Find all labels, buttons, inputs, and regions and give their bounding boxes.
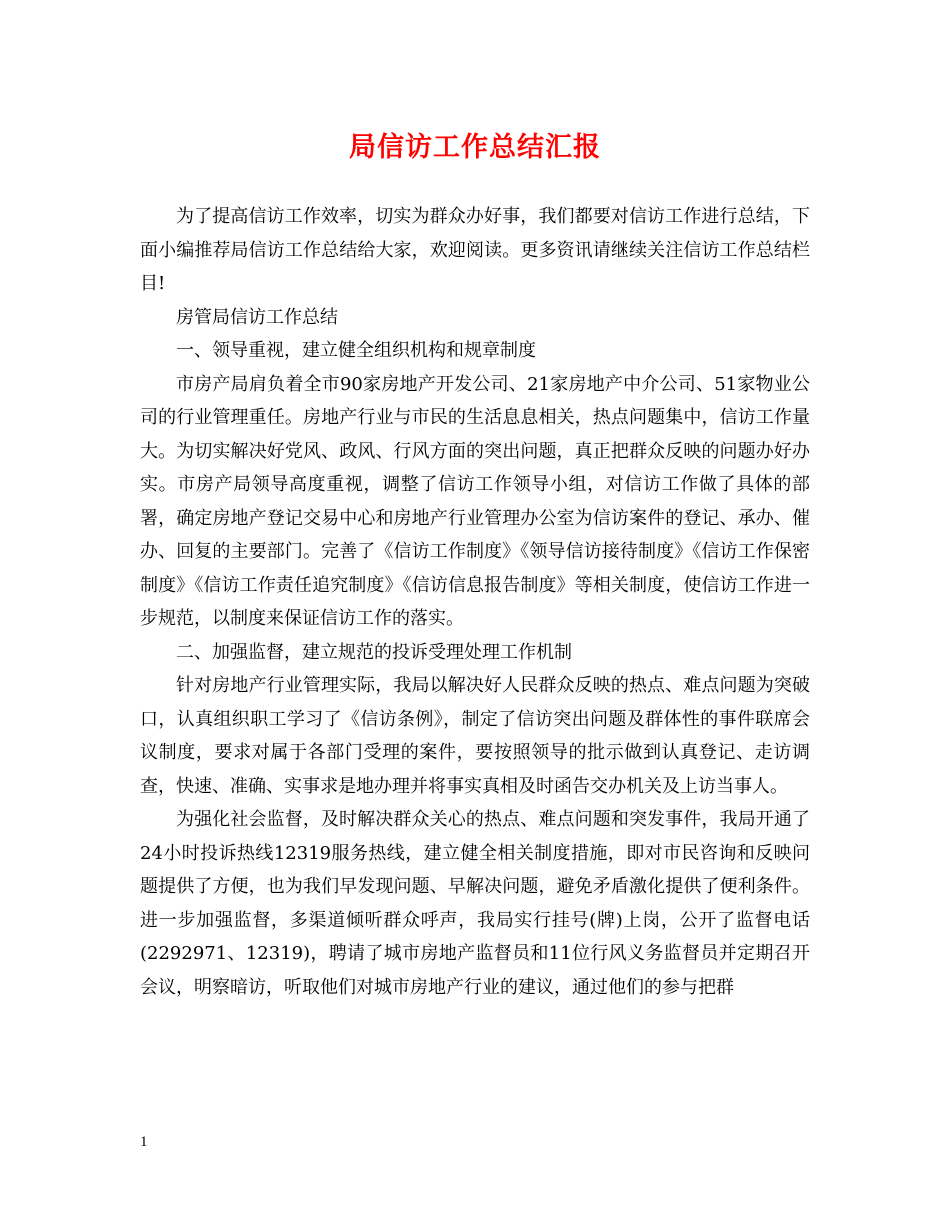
subsection-heading-1: 一、领导重视，建立健全组织机构和规章制度 (176, 340, 536, 361)
document-body (140, 200, 810, 1004)
subsection-heading-2: 二、加强监督，建立规范的投诉受理处理工作机制 (176, 641, 572, 663)
intro-paragraph: 为了提高信访工作效率，切实为群众办好事，我们都要对信访工作进行总结，下面小编推荐局信访工作总结给大家，欢迎阅读。更多资讯请继续关注信访工作总结栏目! (140, 206, 810, 294)
section-heading: 房管局信访工作总结 (176, 306, 338, 328)
body-paragraph: 针对房地产行业管理实际，我局以解决好人民群众反映的热点、难点问题为突破口，认真组织职工学习了《信访条例》，制定了信访突出问题及群体性的事件联席会议制度，要求对属于各部门受理的案件，要按照领导的批示做到认真登记、走访调查，快速、准确、实事求是地办理并将事实真相及时函告交办机关及上访当事人。 (140, 675, 810, 797)
page-number: 1 (140, 1134, 148, 1150)
body-paragraph: 为强化社会监督，及时解决群众关心的热点、难点问题和突发事件，我局开通了24小时投诉热线12319服务热线，建立健全相关制度措施，即对市民咨询和反映问题提供了方便，也为我们早发现问题、早解决问题，避免矛盾激化提供了便利条件。进一步加强监督，多渠道倾听群众呼声，我局实行挂号(牌)上岗，公开了监督电话(2292971、12319)，聘请了城市房地产监督员和11位行风义务监督员并定期召开会议，明察暗访，听取他们对城市房地产行业的建议，通过他们的参与把群 (140, 809, 810, 998)
body-paragraph: 市房产局肩负着全市90家房地产开发公司、21家房地产中介公司、51家物业公司的行业管理重任。房地产行业与市民的生活息息相关，热点问题集中，信访工作量大。为切实解决好党风、政风、行风方面的突出问题，真正把群众反映的问题办好办实。市房产局领导高度重视，调整了信访工作领导小组，对信访工作做了具体的部署，确定房地产登记交易中心和房地产行业管理办公室为信访案件的登记、承办、催办、回复的主要部门。完善了《信访工作制度》《领导信访接待制度》《信访工作保密制度》《信访工作责任追究制度》《信访信息报告制度》等相关制度，使信访工作进一步规范，以制度来保证信访工作的落实。 (140, 373, 810, 629)
document-title: 局信访工作总结汇报 (349, 132, 601, 163)
